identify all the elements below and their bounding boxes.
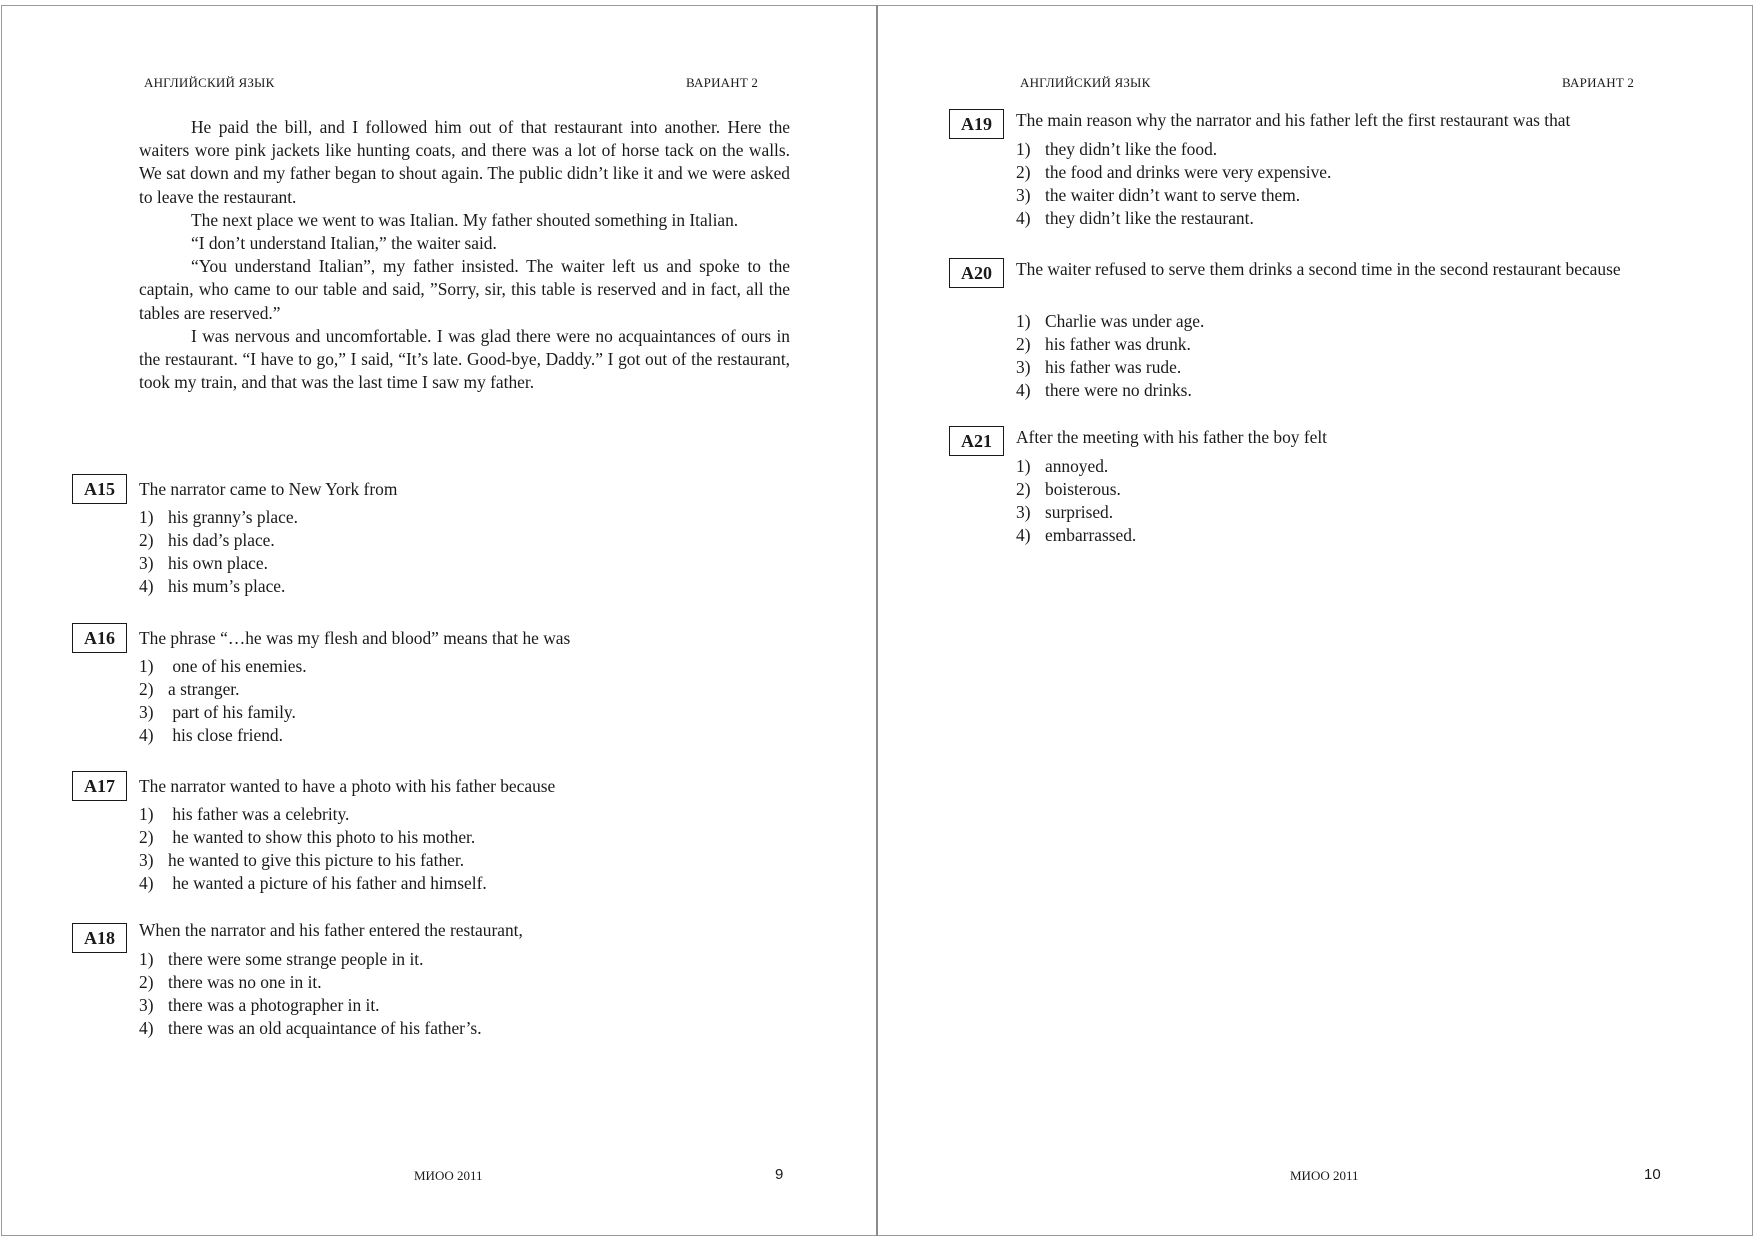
answer-option[interactable]: 2) a stranger. xyxy=(139,679,240,700)
answer-option[interactable]: 1) there were some strange people in it. xyxy=(139,949,424,969)
answer-option[interactable]: 4) they didn’t like the restaurant. xyxy=(1016,208,1254,229)
answer-option[interactable]: 3) there was a photographer in it. xyxy=(139,995,380,1016)
passage-paragraph: “I don’t understand Italian,” the waiter said. xyxy=(191,233,497,254)
answer-option[interactable]: 2) boisterous. xyxy=(1016,479,1121,500)
answer-options xyxy=(1016,138,1331,230)
question-number-box: A20 xyxy=(949,258,1004,288)
header-subject: АНГЛИЙСКИЙ ЯЗЫК xyxy=(144,75,275,90)
question-number-box: A19 xyxy=(949,109,1004,139)
answer-option[interactable]: 4) there were no drinks. xyxy=(1016,380,1192,401)
answer-option[interactable]: 2) his dad’s place. xyxy=(139,530,275,551)
reading-passage xyxy=(139,116,790,394)
passage-paragraph: He paid the bill, and I followed him out of that restaurant into another. Here the waiters wore pink jackets like hunting coats, and there was a lot of horse tack on the walls. We sat down and my father began to shout again. The public didn’t like it and we were asked to leave the restaurant. xyxy=(139,117,790,207)
answer-option[interactable]: 2) his father was drunk. xyxy=(1016,334,1191,355)
question-number-box: A15 xyxy=(72,474,127,504)
answer-option[interactable]: 1) his granny’s place. xyxy=(139,507,298,527)
question-number-box: A18 xyxy=(72,923,127,953)
answer-option[interactable]: 3) the waiter didn’t want to serve them. xyxy=(1016,185,1301,206)
answer-options xyxy=(139,948,482,1040)
answer-options xyxy=(139,803,487,895)
answer-options xyxy=(139,506,298,598)
passage-paragraph: The next place we went to was Italian. My father shouted something in Italian. xyxy=(191,209,739,230)
answer-option[interactable]: 3) he wanted to give this picture to his father. xyxy=(139,850,465,871)
question-number-box: A17 xyxy=(72,771,127,801)
question-text: The waiter refused to serve them drinks a second time in the second restaurant because xyxy=(1016,259,1621,279)
question-text: The narrator came to New York from xyxy=(139,479,398,499)
footer-org: МИОО 2011 xyxy=(414,1168,483,1183)
answer-option[interactable]: 3) his father was rude. xyxy=(1016,357,1182,378)
question-text: The phrase “…he was my flesh and blood” means that he was xyxy=(139,628,571,648)
left-page xyxy=(0,5,876,1236)
question-number-box: A16 xyxy=(72,623,127,653)
answer-option[interactable]: 1) Charlie was under age. xyxy=(1016,311,1205,331)
answer-option[interactable]: 2) there was no one in it. xyxy=(139,972,322,993)
question-text: After the meeting with his father the boy felt xyxy=(1016,427,1328,447)
answer-option[interactable]: 4) he wanted a picture of his father and himself. xyxy=(139,873,487,894)
answer-options xyxy=(1016,310,1204,402)
answer-options xyxy=(139,655,307,747)
header-subject: АНГЛИЙСКИЙ ЯЗЫК xyxy=(1020,75,1151,90)
answer-option[interactable]: 3) part of his family. xyxy=(139,702,296,723)
page-number: 9 xyxy=(775,1166,784,1183)
answer-options xyxy=(1016,455,1136,547)
answer-option[interactable]: 4) his close friend. xyxy=(139,725,283,746)
question-number-box: A21 xyxy=(949,426,1004,456)
question-text: The main reason why the narrator and his father left the first restaurant was that xyxy=(1016,110,1571,130)
answer-option[interactable]: 1) annoyed. xyxy=(1016,456,1109,476)
answer-option[interactable]: 4) embarrassed. xyxy=(1016,525,1137,546)
answer-option[interactable]: 2) the food and drinks were very expensive. xyxy=(1016,162,1332,183)
answer-option[interactable]: 1) his father was a celebrity. xyxy=(139,804,350,824)
right-page xyxy=(878,5,1754,1236)
answer-option[interactable]: 1) they didn’t like the food. xyxy=(1016,139,1218,159)
page-number: 10 xyxy=(1644,1166,1661,1183)
passage-paragraph: “You understand Italian”, my father insisted. The waiter left us and spoke to the captain, who came to our table and said, ”Sorry, sir, this table is reserved and in fact, all the tables are reserved.” xyxy=(139,256,790,323)
answer-option[interactable]: 3) surprised. xyxy=(1016,502,1114,523)
answer-option[interactable]: 1) one of his enemies. xyxy=(139,656,307,676)
header-variant: ВАРИАНТ 2 xyxy=(686,75,759,90)
header-variant: ВАРИАНТ 2 xyxy=(1562,75,1635,90)
passage-paragraph: I was nervous and uncomfortable. I was glad there were no acquaintances of ours in the restaurant. “I have to go,” I said, “It’s late. Good-bye, Daddy.” I got out of the restaurant, took my train, and that was the last time I saw my father. xyxy=(139,325,790,393)
answer-option[interactable]: 4) his mum’s place. xyxy=(139,576,286,597)
question-text: When the narrator and his father entered the restaurant, xyxy=(139,920,523,940)
answer-option[interactable]: 3) his own place. xyxy=(139,553,268,574)
answer-option[interactable]: 4) there was an old acquaintance of his father’s. xyxy=(139,1018,482,1039)
question-text: The narrator wanted to have a photo with his father because xyxy=(139,776,556,796)
footer-org: МИОО 2011 xyxy=(1290,1168,1359,1183)
answer-option[interactable]: 2) he wanted to show this photo to his mother. xyxy=(139,827,476,848)
